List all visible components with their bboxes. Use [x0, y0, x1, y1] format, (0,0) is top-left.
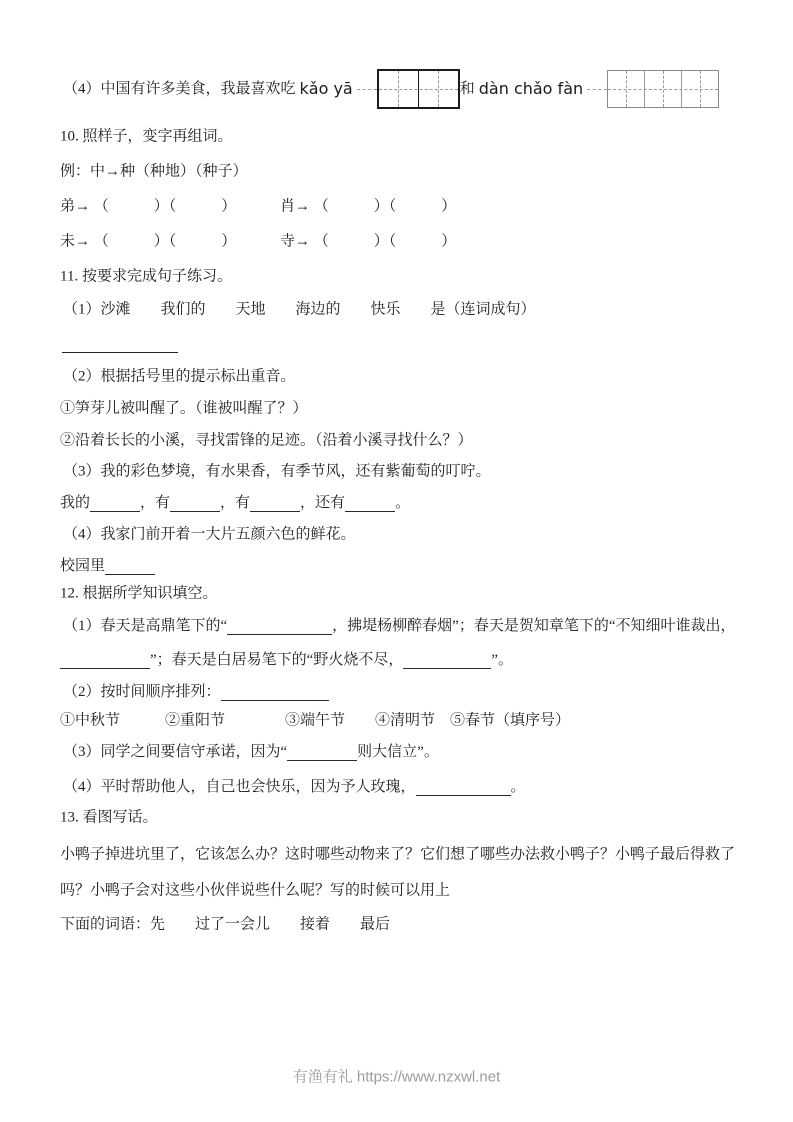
q10-row2 [60, 235, 456, 250]
q11-item2-sub2: ②沿着长长的小溪，寻找雷锋的足迹。（沿着小溪寻找什么？） [60, 432, 473, 449]
q10-row2-left: 未→ （ ）（ ） [60, 233, 237, 250]
q13-prompt-line2: 吗？小鸭子会对这些小伙伴说些什么呢？写的时候可以用上 [60, 882, 451, 899]
writing-grid-danchaofan [607, 70, 719, 108]
fill-blank [227, 617, 332, 635]
q13-prompt-line1: 小鸭子掉进坑里了，它该怎么办？这时哪些动物来了？它们想了哪些办法救小鸭子？小鸭子最后得救了 [60, 846, 736, 863]
q11-item2-sub1: ①笋芽儿被叫醒了。（谁被叫醒了？） [60, 400, 308, 417]
q11-item3: （3）我的彩色梦境，有水果香，有季节风，还有紫葡萄的叮咛。 [63, 463, 491, 480]
fill-text: （3）同学之间要信守承诺，因为“ [63, 743, 288, 760]
q9-item4-text: （4）中国有许多美食，我最喜欢吃 [63, 80, 296, 97]
fill-blank [250, 494, 300, 512]
fill-text: 校园里 [60, 557, 106, 574]
writing-grid-kaoya [377, 69, 460, 109]
dashed-guide-line [357, 89, 377, 90]
q12-item1-line1 [63, 617, 736, 635]
fill-text: 我的 [60, 494, 91, 511]
fill-blank [60, 651, 150, 669]
q10-row2-right: 寺→ （ ）（ ） [280, 233, 457, 250]
q10-example: 例：中→种（种地）（种子） [60, 163, 248, 180]
q12-item3-line [63, 743, 439, 761]
fill-blank [416, 778, 511, 796]
q9-and-word: 和 [459, 80, 475, 97]
grid-cell [608, 71, 645, 107]
fill-text: ”；春天是白居易笔下的“野火烧不尽， [150, 651, 404, 668]
fill-blank [287, 743, 357, 761]
fill-text: （4）平时帮助他人，自己也会快乐，因为予人玫瑰， [63, 778, 416, 795]
q13-prompt-line3: 下面的词语：先 过了一会儿 接着 最后 [60, 916, 391, 933]
fill-text: ，还有 [300, 494, 346, 511]
q9-item4-line [63, 69, 719, 109]
q11-item4-fill-line [60, 557, 155, 575]
q11-item1: （1）沙滩 我们的 天地 海边的 快乐 是（连词成句） [63, 301, 536, 318]
q10-heading: 10. 照样子，变字再组词。 [60, 128, 233, 145]
grid-cell [682, 71, 718, 107]
fill-blank [221, 683, 329, 701]
fill-blank [403, 651, 491, 669]
q13-heading: 13. 看图写话。 [60, 809, 158, 826]
fill-text: 。 [395, 494, 411, 511]
grid-cell [419, 71, 458, 107]
fill-blank [345, 494, 395, 512]
q11-item2: （2）根据括号里的提示标出重音。 [63, 368, 296, 385]
footer-watermark: 有渔有礼 https://www.nzxwl.net [292, 1068, 501, 1086]
fill-blank [170, 494, 220, 512]
q11-heading: 11. 按要求完成句子练习。 [60, 268, 232, 285]
fill-text: 则大信立”。 [357, 743, 439, 760]
q12-item1-line2 [60, 651, 513, 669]
q11-item4: （4）我家门前开着一大片五颜六色的鲜花。 [63, 526, 356, 543]
q12-item2-line [63, 683, 329, 701]
fill-text: ，有 [140, 494, 171, 511]
q10-row1-left: 弟→ （ ）（ ） [60, 198, 237, 215]
q12-item2-options: ①中秋节 ②重阳节 ③端午节 ④清明节 ⑤春节（填序号） [60, 712, 571, 729]
fill-text: ，拂堤杨柳醉春烟”；春天是贺知章笔下的“不知细叶谁裁出， [332, 617, 736, 634]
dashed-guide-line [587, 89, 607, 90]
fill-text: ”。 [491, 651, 513, 668]
q12-item4-line [63, 778, 526, 796]
fill-text: 。 [510, 778, 526, 795]
answer-line [62, 352, 178, 353]
fill-blank [105, 557, 155, 575]
grid-cell [379, 71, 419, 107]
fill-text: （1）春天是高鼎笔下的“ [63, 617, 228, 634]
fill-text: （2）按时间顺序排列： [63, 683, 221, 700]
fill-text: ，有 [220, 494, 251, 511]
pinyin-danchaofan: dàn chǎo fàn [478, 79, 584, 98]
q11-item3-fill-line [60, 494, 410, 512]
pinyin-kaoya: kǎo yā [299, 79, 353, 98]
grid-cell [645, 71, 682, 107]
q10-row1 [60, 200, 456, 215]
fill-blank [90, 494, 140, 512]
q10-row1-right: 肖→ （ ）（ ） [280, 198, 457, 215]
q12-heading: 12. 根据所学知识填空。 [60, 585, 218, 602]
